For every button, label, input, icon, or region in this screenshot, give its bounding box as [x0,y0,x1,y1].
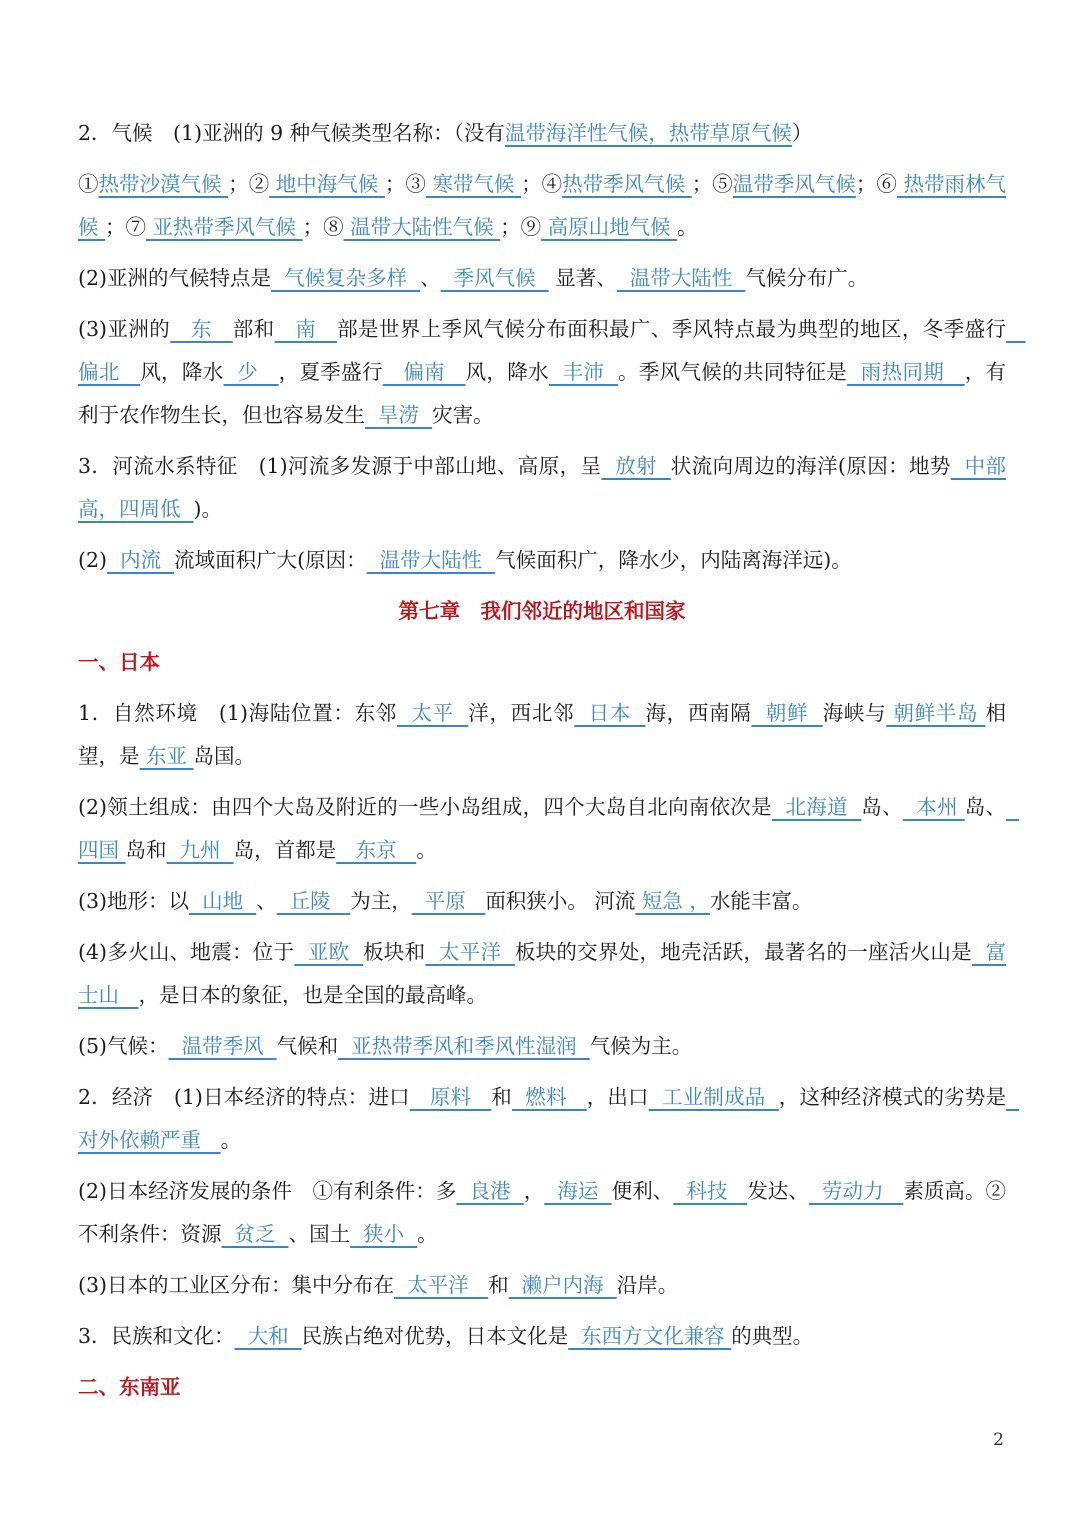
text-run: 。 [220,1128,242,1152]
text-run: ；⑨ [500,215,542,239]
section-heading [78,1366,1006,1409]
fill-in-answer: 亚热带季风气候 [146,215,303,239]
text-run: 素质高。②不利条件：资源 [78,1179,1007,1246]
text-run: 3．河流水系特征 (1)河流多发源于中部山地、高原，呈 [78,454,602,478]
paragraph [78,931,1006,1017]
text-run: 风，降水 [465,360,549,384]
text-run: 部和 [232,317,275,341]
text-run: 一、日本 [78,650,160,674]
text-run: 2．气候 (1)亚洲的 9 种气候类型名称：（没有 [78,121,505,145]
fill-in-answer: 山地 [189,889,257,913]
text-run: ，出口 [586,1085,649,1109]
paragraph [78,692,1006,778]
text-run: 气候分布广。 [745,266,869,290]
fill-in-answer: 狭小 [350,1222,418,1246]
paragraph [78,308,1026,437]
text-run: 相望，是 [78,701,1006,768]
paragraph [78,112,1006,155]
text-run: 洋，西北邻 [468,701,575,725]
text-run: ；⑦ [105,215,147,239]
text-run: 部是世界上季风气候分布面积最广、季风特点最为典型的地区，冬季盛行 [337,317,1006,341]
fill-in-answer: 燃料 [511,1085,587,1109]
fill-in-answer: 温带季风气候 [732,172,856,196]
fill-in-answer: 热带雨林气候 [78,172,1007,239]
text-run: (4)多火山、地震：位于 [78,940,295,964]
fill-in-answer: 温带大陆性 [616,266,746,290]
paragraph [78,1025,1006,1068]
fill-in-answer: 短急 ， [635,889,710,913]
fill-in-answer: 东亚 [139,744,194,768]
fill-in-answer: 气候复杂多样 [271,266,421,290]
text-run: 岛，首都是 [233,838,337,862]
text-run: 气候为主。 [589,1034,693,1058]
text-run: ，夏季盛行 [278,360,383,384]
text-run: 3．民族和文化： [78,1324,235,1348]
text-run: 沿岸。 [616,1273,679,1297]
fill-in-answer: 日本 [574,701,646,725]
fill-in-answer: 高原山地气候 [541,215,678,239]
fill-in-answer: 热带沙漠气候 [98,172,229,196]
fill-in-answer: 中部高，四周低 [78,454,1006,521]
text-run: 面积狭小。 河流 [485,889,636,913]
text-run: (3)亚洲的 [78,317,171,341]
text-run: ， [523,1179,545,1203]
fill-in-answer: 东 [170,317,233,341]
text-run: ；③ [384,172,426,196]
paragraph [78,539,1006,582]
text-run: 和 [491,1085,512,1109]
text-run: (2)亚洲的气候特点是 [78,266,272,290]
text-run: ；⑧ [302,215,344,239]
fill-in-answer: 贫乏 [221,1222,289,1246]
text-run: 2．经济 (1)日本经济的特点：进口 [78,1085,410,1109]
fill-in-answer: 寒带气候 [425,172,522,196]
text-run: 流域面积广大(原因： [174,548,367,572]
text-run: 和 [488,1273,509,1297]
text-run: ，有利于农作物生长，但也容易发生 [78,360,1007,427]
text-run: 便利、 [611,1179,674,1203]
text-run: 发达、 [747,1179,809,1203]
text-run: (2)领土组成：由四个大岛及附近的一些小岛组成，四个大岛自北向南依次是 [78,795,772,819]
text-run: 。 [677,215,698,239]
fill-in-answer: 少 [223,360,279,384]
text-run: ；⑥ [855,172,897,196]
paragraph [78,1170,1006,1256]
paragraph [78,1315,1006,1358]
paragraph [78,1264,1006,1307]
fill-in-answer: 温带大陆性 [366,548,496,572]
text-run: ；② [228,172,270,196]
fill-in-answer: 温带大陆性气候 [343,215,501,239]
paragraph [78,163,1006,249]
text-run: 1．自然环境 (1)海陆位置：东邻 [78,701,398,725]
text-run: ① [78,172,99,196]
fill-in-answer: 工业制成品 [648,1085,779,1109]
fill-in-answer: 旱涝 [365,403,433,427]
text-run: 岛国。 [193,744,256,768]
fill-in-answer: 温带海洋性气候，热带草原气候 [504,121,792,145]
paragraph [78,880,1006,923]
fill-in-answer: 濑户内海 [508,1273,617,1297]
fill-in-answer: 科技 [673,1179,748,1203]
text-run: 岛和 [125,838,167,862]
text-run: (5)气候： [78,1034,169,1058]
fill-in-answer: 太平洋 [394,1273,489,1297]
fill-in-answer: 丰沛 [548,360,618,384]
fill-in-answer: 平原 [411,889,486,913]
text-run: 水能丰富。 [709,889,813,913]
fill-in-answer: 太平 [397,701,469,725]
text-run: 岛、 [861,795,903,819]
text-run: 状流向周边的海洋(原因：地势 [670,454,951,478]
text-run: ；④ [521,172,563,196]
text-run: 、 [256,889,277,913]
fill-in-answer: 偏北 [78,317,1026,384]
text-run: 岛、 [964,795,1007,819]
fill-in-answer: 本州 [902,795,965,819]
fill-in-answer: 地中海气候 [269,172,385,196]
text-run: 的典型。 [731,1324,814,1348]
paragraph [78,257,1006,300]
page-number: 2 [993,1430,1004,1450]
fill-in-answer: 亚欧 [294,940,364,964]
paragraph [78,786,1020,872]
text-run: ） [791,121,813,145]
fill-in-answer: 朝鲜半岛 [886,701,986,725]
text-run: )。 [193,497,223,521]
fill-in-answer: 雨热同期 [847,360,965,384]
text-run: 、 [420,266,441,290]
fill-in-answer: 大和 [234,1324,302,1348]
text-run: (2) [78,548,108,572]
text-run: ；⑤ [691,172,733,196]
fill-in-answer: 偏南 [382,360,466,384]
document-body [78,112,1026,1417]
fill-in-answer: 劳动力 [808,1179,904,1203]
fill-in-answer: 良港 [456,1179,524,1203]
text-run: 气候面积广，降水少，内陆离海洋远)。 [495,548,852,572]
fill-in-answer: 海运 [544,1179,612,1203]
fill-in-answer: 温带季风 [168,1034,277,1058]
fill-in-answer: 季风气候 [440,266,549,290]
text-run: 气候和 [276,1034,339,1058]
text-run: 板块的交界处，地壳活跃，最著名的一座活火山是 [514,940,972,964]
fill-in-answer: 放射 [601,454,671,478]
fill-in-answer: 对外依赖严重 [78,1085,1020,1152]
text-run: 。季风气候的共同特征是 [617,360,848,384]
fill-in-answer: 亚热带季风和季风性湿润 [338,1034,590,1058]
text-run: 灾害。 [432,403,494,427]
text-run: 第七章 我们邻近的地区和国家 [398,599,686,623]
section-heading [78,641,1006,684]
text-run: (2)日本经济发展的条件 ①有利条件：多 [78,1179,457,1203]
fill-in-answer: 内流 [107,548,175,572]
text-run: 海，西南隔 [645,701,752,725]
text-run: 风，降水 [140,360,224,384]
fill-in-answer: 九州 [166,838,234,862]
fill-in-answer: 热带季风气候 [562,172,692,196]
fill-in-answer: 朝鲜 [751,701,823,725]
text-run: 。 [416,838,437,862]
text-run: (3)日本的工业区分布：集中分布在 [78,1273,395,1297]
text-run: 。 [417,1222,438,1246]
fill-in-answer: 富士山 [78,940,1006,1007]
text-run: ，这种经济模式的劣势是 [778,1085,1006,1109]
fill-in-answer: 原料 [409,1085,492,1109]
chapter-heading [78,590,1006,633]
fill-in-answer: 丘陵 [276,889,351,913]
text-run: ，是日本的象征，也是全国的最高峰。 [138,983,488,1007]
text-run: 板块和 [363,940,426,964]
paragraph [78,1076,1020,1162]
text-run: (3)地形：以 [78,889,190,913]
text-run: 二、东南亚 [78,1375,181,1399]
text-run: 民族占绝对优势，日本文化是 [301,1324,569,1348]
fill-in-answer: 南 [274,317,338,341]
fill-in-answer: 四国 [78,795,1020,862]
paragraph [78,445,1006,531]
text-run: 为主， [350,889,412,913]
fill-in-answer: 北海道 [771,795,862,819]
text-run: 显著、 [548,266,617,290]
text-run: 海峡与 [822,701,887,725]
fill-in-answer: 太平洋 [425,940,515,964]
fill-in-answer: 东京 [336,838,417,862]
text-run: 、国土 [288,1222,351,1246]
fill-in-answer: 东西方文化兼容 [568,1324,732,1348]
